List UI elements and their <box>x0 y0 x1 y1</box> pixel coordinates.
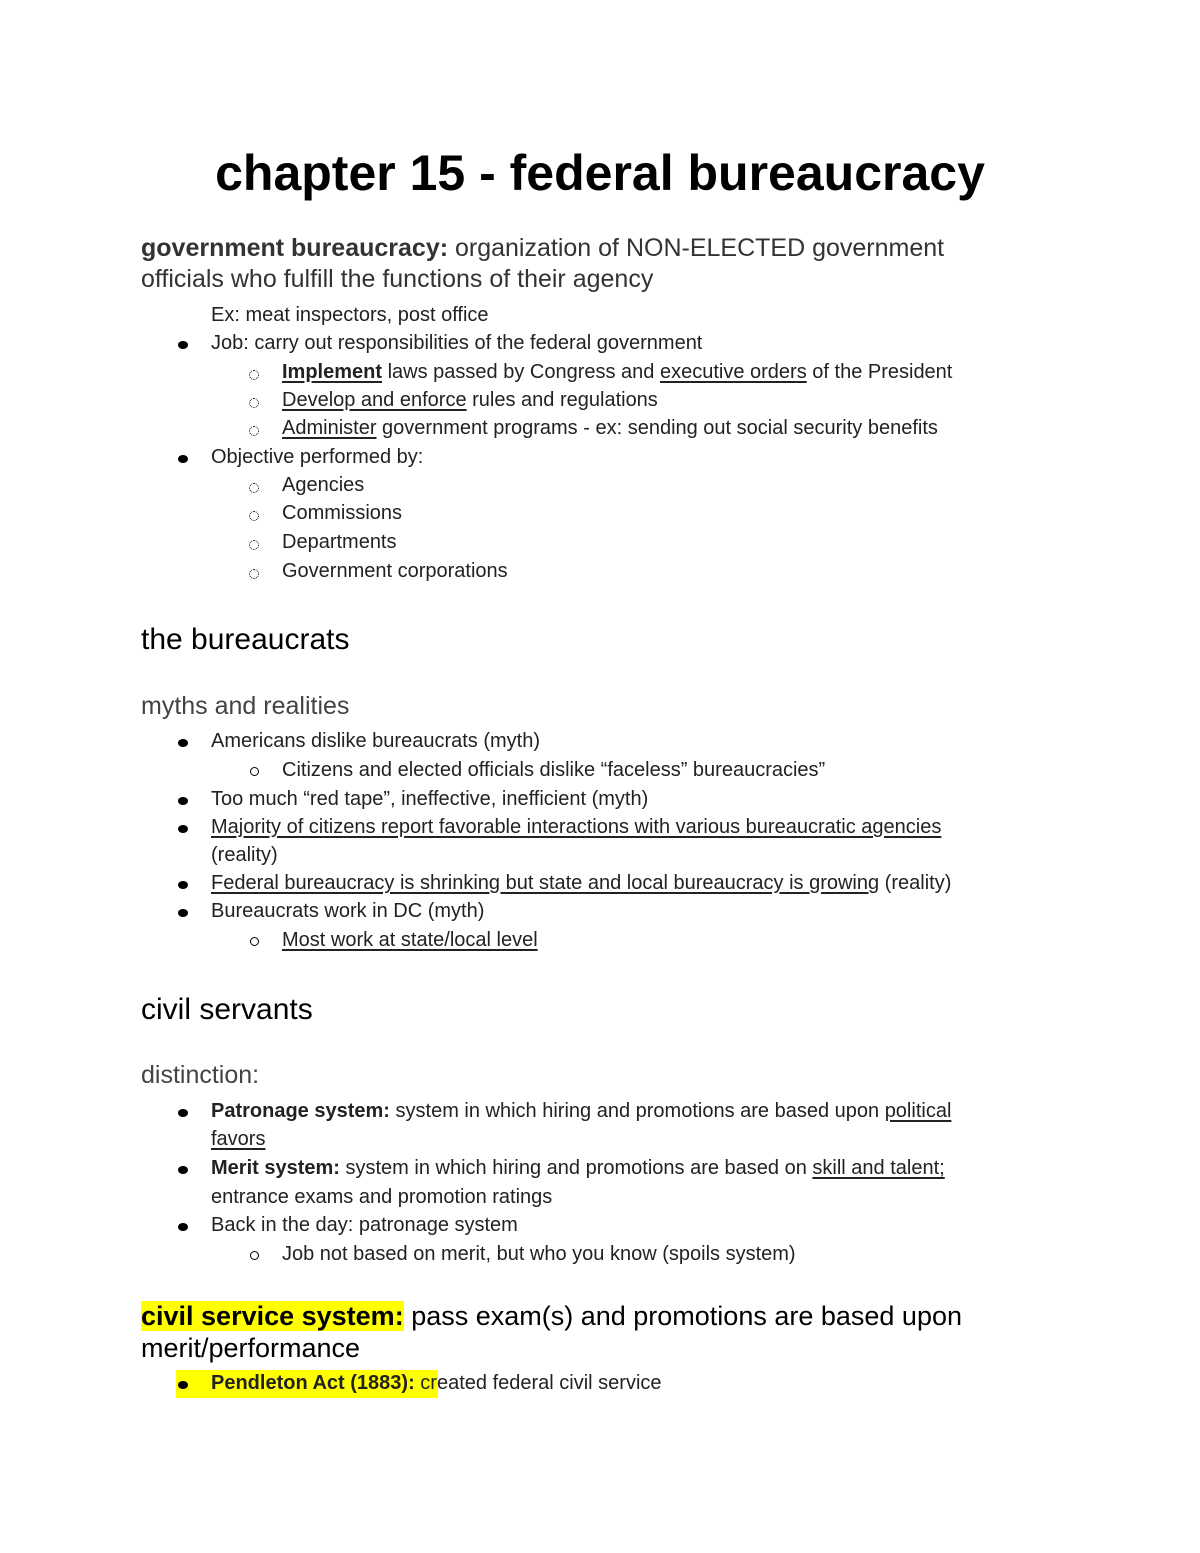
bullet-filled-icon <box>178 455 188 463</box>
job-item-implement <box>282 358 952 386</box>
administer-text: Administer <box>282 417 377 439</box>
bullet-filled-icon <box>178 881 188 889</box>
objective-item: Commissions <box>282 502 403 524</box>
implement-text: Implement <box>282 361 383 383</box>
job-item-administer <box>282 414 938 442</box>
job-item-text: laws passed by Congress and <box>382 361 660 383</box>
civil-service-line-1 <box>141 1299 962 1333</box>
back-in-day: Back in the day: patronage system <box>211 1214 518 1236</box>
bullet-filled-icon <box>178 739 188 747</box>
pendleton-term: Pendleton Act (1883): <box>211 1372 415 1394</box>
definition-text-1: organization of NON-ELECTED government <box>448 234 945 262</box>
page-title: chapter 15 - federal bureaucracy <box>215 145 985 201</box>
patronage-term: Patronage system: <box>211 1100 390 1122</box>
definition-term: government bureaucracy: <box>141 234 449 262</box>
patronage-underlined: political <box>884 1100 952 1122</box>
develop-text: Develop and enforce <box>282 389 467 411</box>
myth-subitem: Citizens and elected officials dislike “faceless” bureaucracies” <box>282 759 826 781</box>
bullet-filled-icon <box>178 797 188 805</box>
civil-service-text: pass exam(s) and promotions are based upon <box>403 1301 962 1331</box>
bullet-dotted-icon <box>249 398 259 408</box>
merit-term: Merit system: <box>211 1157 340 1179</box>
patronage-line-1 <box>211 1097 951 1125</box>
merit-line-2: entrance exams and promotion ratings <box>211 1186 553 1208</box>
job-item-tail: government programs - ex: sending out social security benefits <box>376 417 938 439</box>
reality-underlined: Federal bureaucracy is shrinking but state and local bureaucracy is growing <box>211 872 880 894</box>
merit-line-1 <box>211 1154 945 1182</box>
job-item-tail: rules and regulations <box>466 389 658 411</box>
definition-line-1 <box>141 232 944 264</box>
bullet-filled-icon <box>178 341 188 349</box>
myth-subitem: Most work at state/local level <box>282 929 538 951</box>
bullet-dotted-icon <box>249 426 259 436</box>
heading-civil-servants: civil servants <box>141 993 313 1026</box>
back-in-day-sub: Job not based on merit, but who you know (spoils system) <box>282 1243 796 1265</box>
merit-underlined: skill and talent; <box>812 1157 945 1179</box>
subheading-distinction: distinction: <box>141 1061 260 1089</box>
bullet-filled-icon <box>178 909 188 917</box>
objective-label: Objective performed by: <box>211 446 424 468</box>
objective-item: Agencies <box>282 474 365 496</box>
objective-item: Government corporations <box>282 560 508 582</box>
pendleton-text: created federal civil service <box>414 1372 662 1394</box>
reality-item-tail: (reality) <box>211 844 278 866</box>
bullet-filled-icon <box>178 1109 188 1117</box>
patronage-line-2: favors <box>211 1128 266 1150</box>
myth-item: Bureaucrats work in DC (myth) <box>211 900 485 922</box>
myth-item: Too much “red tape”, ineffective, inefficient (myth) <box>211 788 649 810</box>
reality-tail: (reality) <box>879 872 952 894</box>
reality-item-underlined: Majority of citizens report favorable interactions with various bureaucratic agencies <box>211 816 942 838</box>
patronage-text: system in which hiring and promotions are based upon <box>389 1100 885 1122</box>
reality-item <box>211 869 951 897</box>
pendleton-line <box>211 1369 662 1397</box>
merit-text: system in which hiring and promotions are based on <box>339 1157 813 1179</box>
executive-orders-text: executive orders <box>659 361 807 383</box>
bullet-dotted-icon <box>249 569 259 579</box>
subheading-myths: myths and realities <box>141 692 350 720</box>
bullet-filled-icon <box>178 1166 188 1174</box>
bullet-ring-icon <box>250 1251 259 1260</box>
civil-service-term: civil service system: <box>141 1301 404 1331</box>
objective-item: Departments <box>282 531 397 553</box>
bullet-ring-icon <box>250 767 259 776</box>
example-line: Ex: meat inspectors, post office <box>211 304 489 326</box>
myth-item: Americans dislike bureaucrats (myth) <box>211 730 540 752</box>
definition-line-2: officials who fulfill the functions of their agency <box>141 265 654 293</box>
job-item-develop <box>282 386 658 414</box>
heading-bureaucrats: the bureaucrats <box>141 623 350 656</box>
job-item-tail: of the President <box>806 361 953 383</box>
bullet-ring-icon <box>250 937 259 946</box>
job-label: Job: carry out responsibilities of the federal government <box>211 332 703 354</box>
bullet-dotted-icon <box>249 511 259 521</box>
bullet-filled-icon <box>178 825 188 833</box>
bullet-filled-icon <box>178 1223 188 1231</box>
civil-service-line-2: merit/performance <box>141 1333 361 1363</box>
bullet-dotted-icon <box>249 370 259 380</box>
bullet-filled-icon <box>178 1381 188 1389</box>
bullet-dotted-icon <box>249 483 259 493</box>
bullet-dotted-icon <box>249 540 259 550</box>
